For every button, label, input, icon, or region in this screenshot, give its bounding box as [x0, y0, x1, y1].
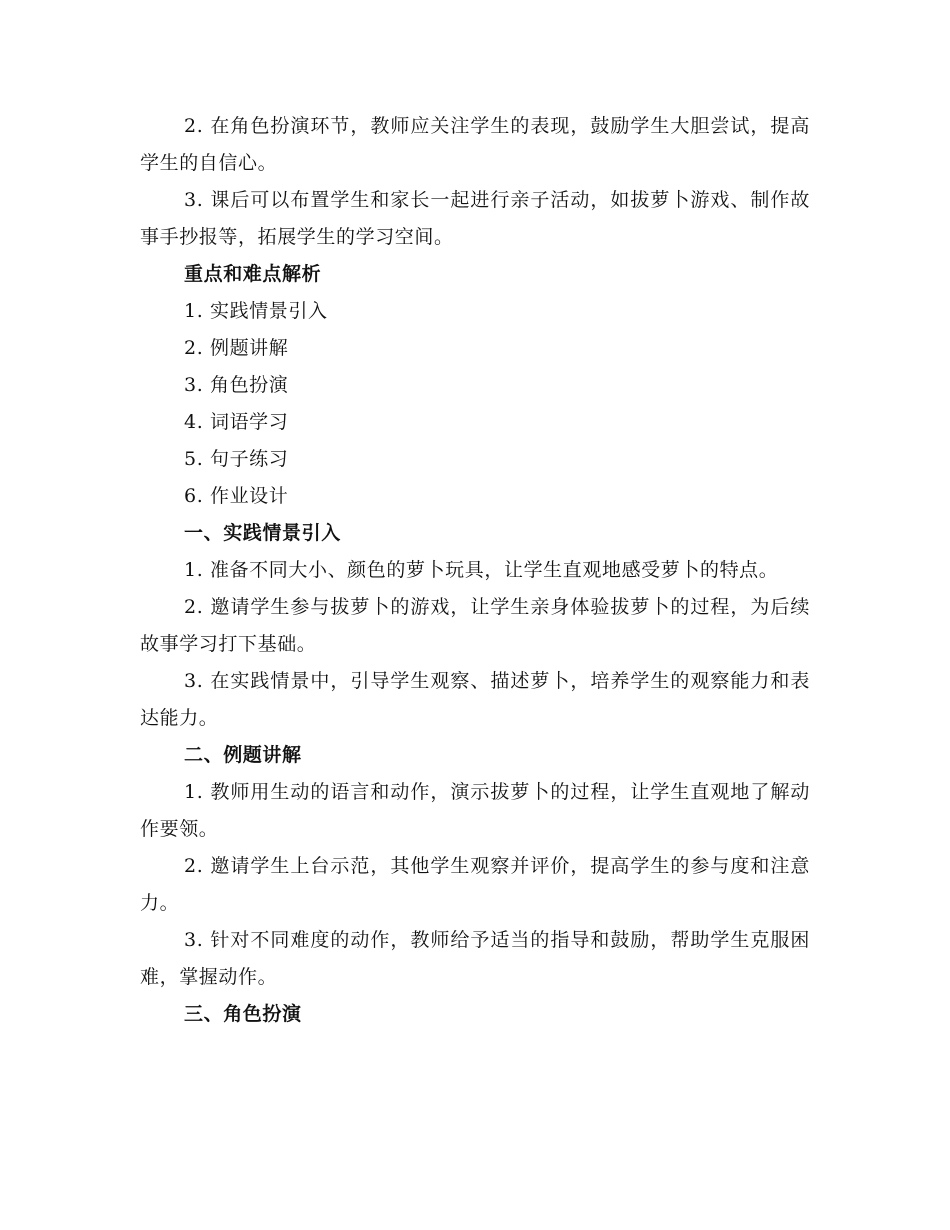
section-heading: 重点和难点解析 [184, 263, 322, 285]
paragraph: 2. 邀请学生上台示范，其他学生观察并评价，提高学生的参与度和注意力。 [140, 855, 810, 914]
paragraph: 3. 在实践情景中，引导学生观察、描述萝卜，培养学生的观察能力和表达能力。 [140, 670, 810, 729]
section-heading: 二、例题讲解 [184, 744, 302, 766]
list-item: 4. 词语学习 [184, 411, 289, 433]
document-page [140, 108, 810, 1033]
paragraph: 2. 在角色扮演环节，教师应关注学生的表现，鼓励学生大胆尝试，提高学生的自信心。 [140, 115, 810, 174]
list-item: 5. 句子练习 [184, 448, 289, 470]
list-item: 1. 实践情景引入 [184, 300, 328, 322]
paragraph: 3. 针对不同难度的动作，教师给予适当的指导和鼓励，帮助学生克服困难，掌握动作。 [140, 929, 810, 988]
list-item: 3. 角色扮演 [184, 374, 289, 396]
paragraph: 1. 准备不同大小、颜色的萝卜玩具，让学生直观地感受萝卜的特点。 [184, 559, 779, 581]
list-item: 6. 作业设计 [184, 485, 289, 507]
section-heading: 三、角色扮演 [184, 1003, 302, 1025]
paragraph: 1. 教师用生动的语言和动作，演示拔萝卜的过程，让学生直观地了解动作要领。 [140, 781, 810, 840]
section-heading: 一、实践情景引入 [184, 522, 341, 544]
paragraph: 2. 邀请学生参与拔萝卜的游戏，让学生亲身体验拔萝卜的过程，为后续故事学习打下基础。 [140, 596, 810, 655]
list-item: 2. 例题讲解 [184, 337, 289, 359]
paragraph: 3. 课后可以布置学生和家长一起进行亲子活动，如拔萝卜游戏、制作故事手抄报等，拓展学生的学习空间。 [140, 189, 810, 248]
